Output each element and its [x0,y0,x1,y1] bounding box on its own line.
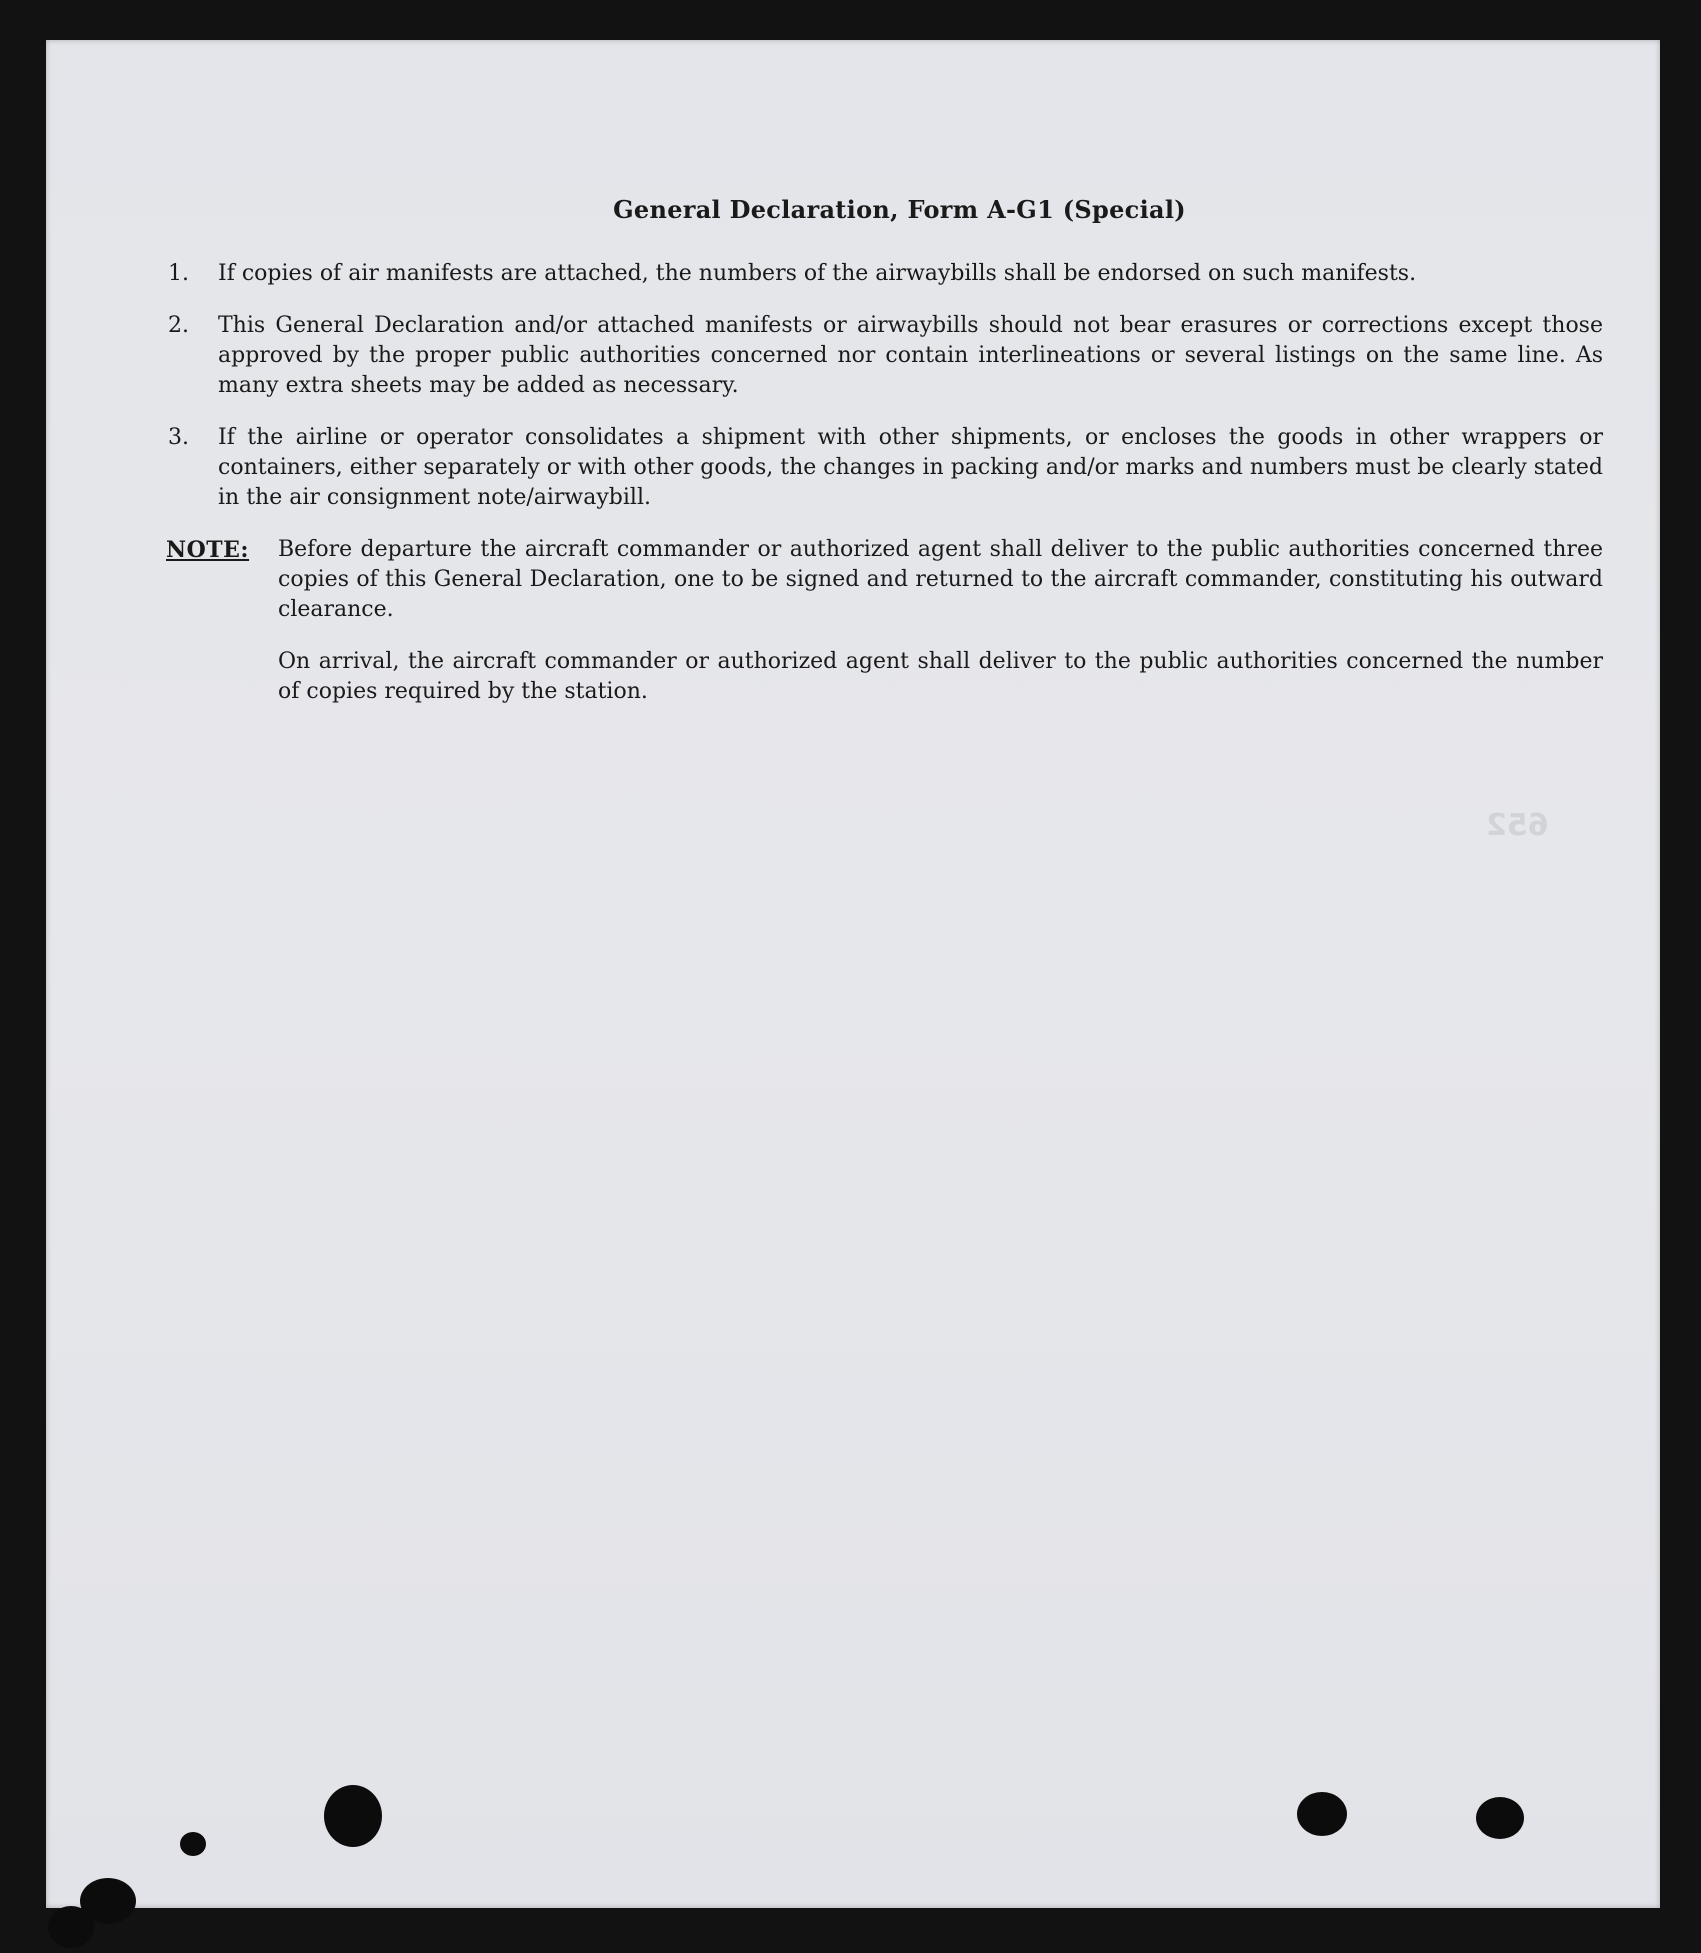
list-item [166,311,1603,401]
paper-sheet [46,40,1660,1908]
list-item [166,259,1603,289]
punch-hole-spot [1476,1797,1524,1839]
item-text: This General Declaration and/or attached manifests or airwaybills should not bear erasures or corrections except those approved by the proper public authorities concerned nor contain interlineations or several listings on the same line. As many extra sheets may be added as necessary. [218,313,1603,398]
declaration-content [166,195,1603,729]
item-text: If copies of air manifests are attached, the numbers of the airwaybills shall be endorsed on such manifests. [218,261,1417,286]
punch-hole-spot [324,1785,382,1847]
bleed-through-mark: 652 [1486,808,1549,843]
note-paragraph: Before departure the aircraft commander or authorized agent shall deliver to the public authorities concerned three copies of this General Declaration, one to be signed and returned to the aircraft commander, constituting his outward clearance. [278,537,1603,622]
item-number: 3. [168,425,189,450]
page-title: General Declaration, Form A-G1 (Special) [613,195,1186,224]
note-paragraph: On arrival, the aircraft commander or authorized agent shall deliver to the public authorities concerned the number of copies required by the station. [278,649,1603,704]
punch-hole-spot [1297,1792,1347,1836]
item-text: If the airline or operator consolidates a shipment with other shipments, or encloses the goods in other wrappers or containers, either separately or with other goods, the changes in packing and/or marks and numbers must be clearly stated in the air consignment note/airwaybill. [218,425,1603,510]
ink-spot [48,1906,94,1948]
item-number: 1. [168,261,189,286]
item-number: 2. [168,313,189,338]
ink-spot [180,1832,206,1856]
note-body [278,535,1603,729]
note-label: NOTE: [166,537,250,563]
note-section [166,535,1603,729]
list-item [166,423,1603,513]
